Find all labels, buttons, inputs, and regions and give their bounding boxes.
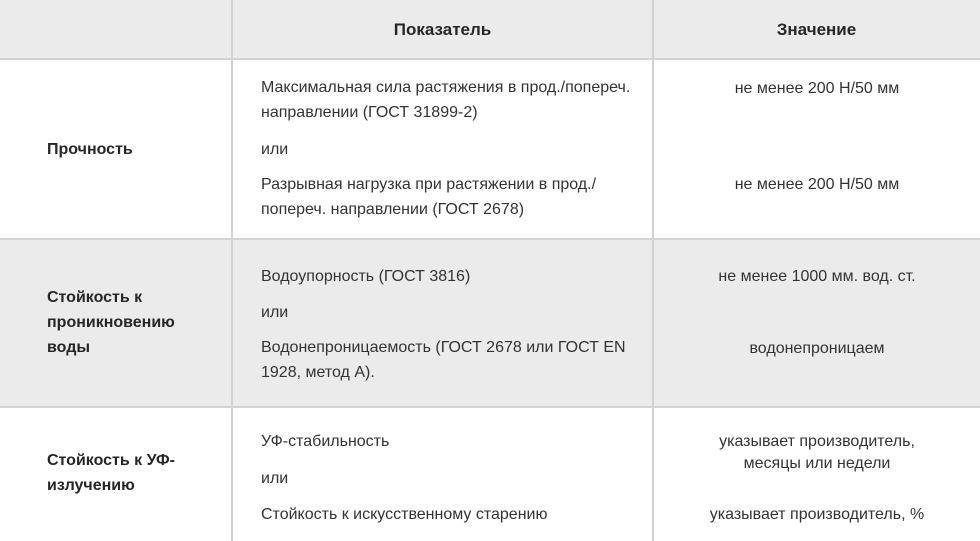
row-divider [0,406,980,408]
value-text: не менее 1000 мм. вод. ст. [718,268,916,285]
or-text: или [261,304,289,321]
row-group-label: Прочность [47,141,133,158]
indicator-text: Разрывная нагрузка при растяжении в прод./попереч. направлении (ГОСТ 2678) [261,176,597,218]
value-text: указывает производитель, % [709,506,925,523]
table-row [0,407,980,541]
row-divider [0,58,980,60]
row-divider [0,238,980,240]
indicator-text: Стойкость к искусственному старению [261,506,548,523]
column-divider [231,0,233,541]
table-row [0,59,980,239]
table-row [0,239,980,407]
value-text: указывает производитель, месяцы или недели [719,433,915,472]
column-header-indicator: Показатель [393,20,492,39]
column-divider [652,0,654,541]
or-text: или [261,141,289,158]
indicator-text: Водоупорность (ГОСТ 3816) [261,268,471,285]
row-group-label: Стойкость к УФ-излучению [47,452,175,494]
indicator-text: Максимальная сила растяжения в прод./попереч. направлении (ГОСТ 31899-2) [261,79,631,121]
value-text: не менее 200 Н/50 мм [734,80,900,97]
table-header-row [0,0,980,59]
indicator-text: Водонепроницаемость (ГОСТ 2678 или ГОСТ EN 1928, метод А). [261,339,626,381]
or-text: или [261,470,289,487]
value-text: не менее 200 Н/50 мм [734,176,900,193]
indicator-text: УФ-стабильность [261,433,390,450]
value-text: водонепроницаем [749,340,885,357]
column-header-value: Значение [776,20,857,39]
row-group-label: Стойкость к проникновению воды [47,289,175,356]
